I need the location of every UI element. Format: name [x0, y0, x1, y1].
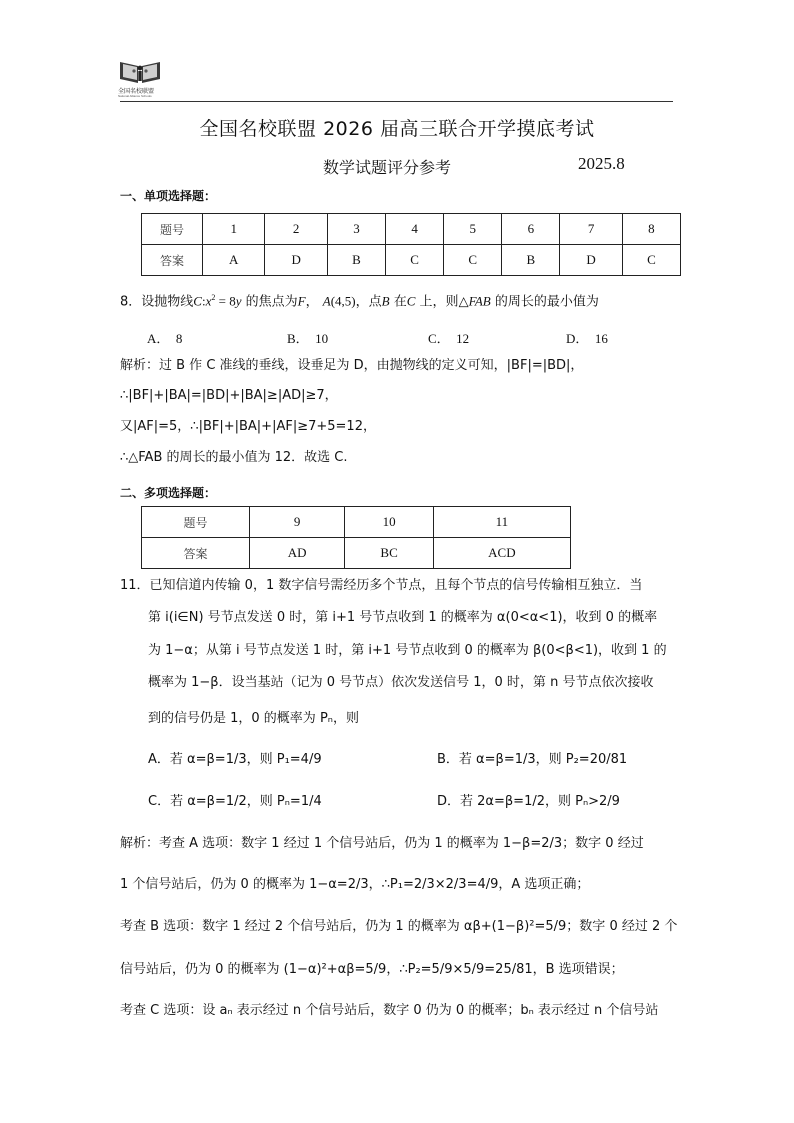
q11-option-d: D．若 2α=β=1/2，则 Pₙ>2/9: [437, 794, 620, 809]
answer-cell: B: [327, 245, 385, 276]
question-number: 10: [345, 507, 433, 538]
exam-date: 2025.8: [578, 154, 625, 173]
q11-option-c: C．若 α=β=1/2，则 Pₙ=1/4: [148, 794, 322, 809]
row-label: 答案: [142, 538, 250, 569]
q11-analysis-line: 解析：考查 A 选项：数字 1 经过 1 个信号站后，仍为 1 的概率为 1−β=2/3；数字 0 经过: [120, 836, 644, 851]
book-logo-icon: [118, 58, 162, 84]
question-number: 5: [444, 214, 502, 245]
row-label: 题号: [142, 507, 250, 538]
answer-cell: D: [560, 245, 622, 276]
row-label: 答案: [142, 245, 203, 276]
q8-analysis-line: 解析：过 B 作 C 准线的垂线，设垂足为 D，由抛物线的定义可知，|BF|=|BD|，: [120, 358, 584, 373]
q11-analysis-line: 考查 C 选项：设 aₙ 表示经过 n 个信号站后，数字 0 仍为 0 的概率；bₙ 表示经过 n 个信号站: [120, 1003, 659, 1018]
question-8-stem: 8．设抛物线$C:x^2 = 8y$ 的焦点为F， A(4,5)，点B 在C 上，则△FAB 的周长的最小值为: [120, 293, 599, 310]
single-choice-answer-table: [141, 213, 681, 276]
logo-text-en: National Alliance Schools: [118, 94, 152, 98]
q11-stem-line: 11．已知信道内传输 0，1 数字信号需经历多个节点，且每个节点的信号传输相互独立．当: [120, 578, 643, 593]
q8-analysis-line: ∴△FAB 的周长的最小值为 12．故选 C.: [120, 450, 348, 465]
logo: [118, 58, 170, 100]
section-heading-multiple-choice: 二、多项选择题：: [120, 486, 217, 500]
page-subtitle: 数学试题评分参考: [323, 158, 452, 177]
q8-option-d: D． 16: [566, 331, 608, 346]
question-number: 4: [386, 214, 444, 245]
question-number: 11: [433, 507, 570, 538]
multiple-choice-answer-table: [141, 506, 571, 569]
page-title: 全国名校联盟 2026 届高三联合开学摸底考试: [199, 118, 595, 140]
q8-option-a: A． 8: [147, 331, 183, 346]
question-number: 3: [327, 214, 385, 245]
q8-option-c: C． 12: [428, 331, 470, 346]
q11-stem-line: 为 1−α；从第 i 号节点发送 1 时，第 i+1 号节点收到 0 的概率为 β(0<β<1)，收到 1 的: [148, 643, 667, 658]
q11-analysis-line: 考查 B 选项：数字 1 经过 2 个信号站后，仍为 1 的概率为 αβ+(1−β)²=5/9；数字 0 经过 2 个: [120, 919, 678, 934]
row-label: 题号: [142, 214, 203, 245]
answer-cell: ACD: [433, 538, 570, 569]
q11-option-a: A．若 α=β=1/3，则 P₁=4/9: [148, 752, 322, 767]
q8-analysis-line: ∴|BF|+|BA|=|BD|+|BA|≥|AD|≥7，: [120, 388, 338, 403]
answer-cell: AD: [250, 538, 345, 569]
question-number: 7: [560, 214, 622, 245]
table-row: [142, 538, 571, 569]
answer-cell: C: [386, 245, 444, 276]
header-divider: [120, 101, 673, 102]
q11-stem-line: 到的信号仍是 1，0 的概率为 Pₙ，则: [148, 711, 359, 726]
answer-cell: A: [203, 245, 265, 276]
answer-cell: C: [622, 245, 680, 276]
q11-option-b: B．若 α=β=1/3，则 P₂=20/81: [437, 752, 628, 767]
q8-option-b: B． 10: [287, 331, 329, 346]
answer-cell: C: [444, 245, 502, 276]
answer-cell: B: [502, 245, 560, 276]
q11-stem-line: 概率为 1−β．设当基站（记为 0 号节点）依次发送信号 1，0 时，第 n 号节点依次接收: [148, 675, 654, 690]
answer-cell: BC: [345, 538, 433, 569]
question-number: 9: [250, 507, 345, 538]
q11-analysis-line: 1 个信号站后，仍为 0 的概率为 1−α=2/3，∴P₁=2/3×2/3=4/9，A 选项正确；: [120, 877, 590, 892]
answer-cell: D: [265, 245, 327, 276]
q8-analysis-line: 又|AF|=5，∴|BF|+|BA|+|AF|≥7+5=12，: [120, 419, 376, 434]
question-number: 6: [502, 214, 560, 245]
section-heading-single-choice: 一、单项选择题：: [120, 189, 217, 203]
q11-stem-line: 第 i(i∈N) 号节点发送 0 时，第 i+1 号节点收到 1 的概率为 α(0<α<1)，收到 0 的概率: [148, 610, 658, 625]
table-row: [142, 214, 681, 245]
logo-text-cn: 全国名校联盟: [118, 88, 155, 95]
table-row: [142, 245, 681, 276]
table-row: [142, 507, 571, 538]
question-number: 2: [265, 214, 327, 245]
q11-analysis-line: 信号站后，仍为 0 的概率为 (1−α)²+αβ=5/9，∴P₂=5/9×5/9=25/81，B 选项错误；: [120, 962, 624, 977]
question-number: 8: [622, 214, 680, 245]
question-number: 1: [203, 214, 265, 245]
